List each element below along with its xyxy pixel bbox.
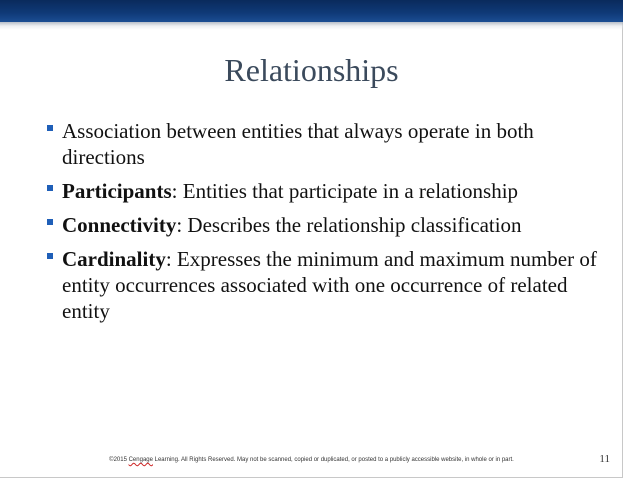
copyright-footer bbox=[0, 455, 623, 465]
bullet-item bbox=[47, 246, 607, 324]
bullet-text: : Expresses the minimum and maximum number of entity occurrences associated with one occurrence of related entity bbox=[62, 247, 597, 323]
page-number: 11 bbox=[599, 453, 610, 465]
footer-brand: Cengage bbox=[128, 457, 153, 463]
bullet-term: Connectivity bbox=[62, 213, 177, 237]
square-bullet-icon bbox=[47, 219, 53, 225]
bullet-item bbox=[47, 118, 607, 170]
footer-prefix: ©2015 bbox=[109, 457, 129, 463]
bullet-term: Participants bbox=[62, 179, 172, 203]
square-bullet-icon bbox=[47, 185, 53, 191]
bullet-list bbox=[47, 118, 607, 332]
bullet-text: Association between entities that always operate in both directions bbox=[62, 119, 534, 169]
bullet-term: Cardinality bbox=[62, 247, 166, 271]
bullet-text: : Entities that participate in a relationship bbox=[171, 179, 519, 203]
footer-suffix: Learning. All Rights Reserved. May not be scanned, copied or duplicated, or posted to a publicly accessible website, in whole or in part. bbox=[152, 457, 514, 463]
square-bullet-icon bbox=[47, 125, 53, 131]
header-bar bbox=[0, 0, 623, 22]
bullet-text: : Describes the relationship classification bbox=[176, 213, 522, 237]
bullet-item bbox=[47, 178, 607, 204]
header-bar-shadow bbox=[0, 22, 623, 30]
square-bullet-icon bbox=[47, 253, 53, 259]
slide-title: Relationships bbox=[224, 52, 399, 88]
bullet-item bbox=[47, 212, 607, 238]
